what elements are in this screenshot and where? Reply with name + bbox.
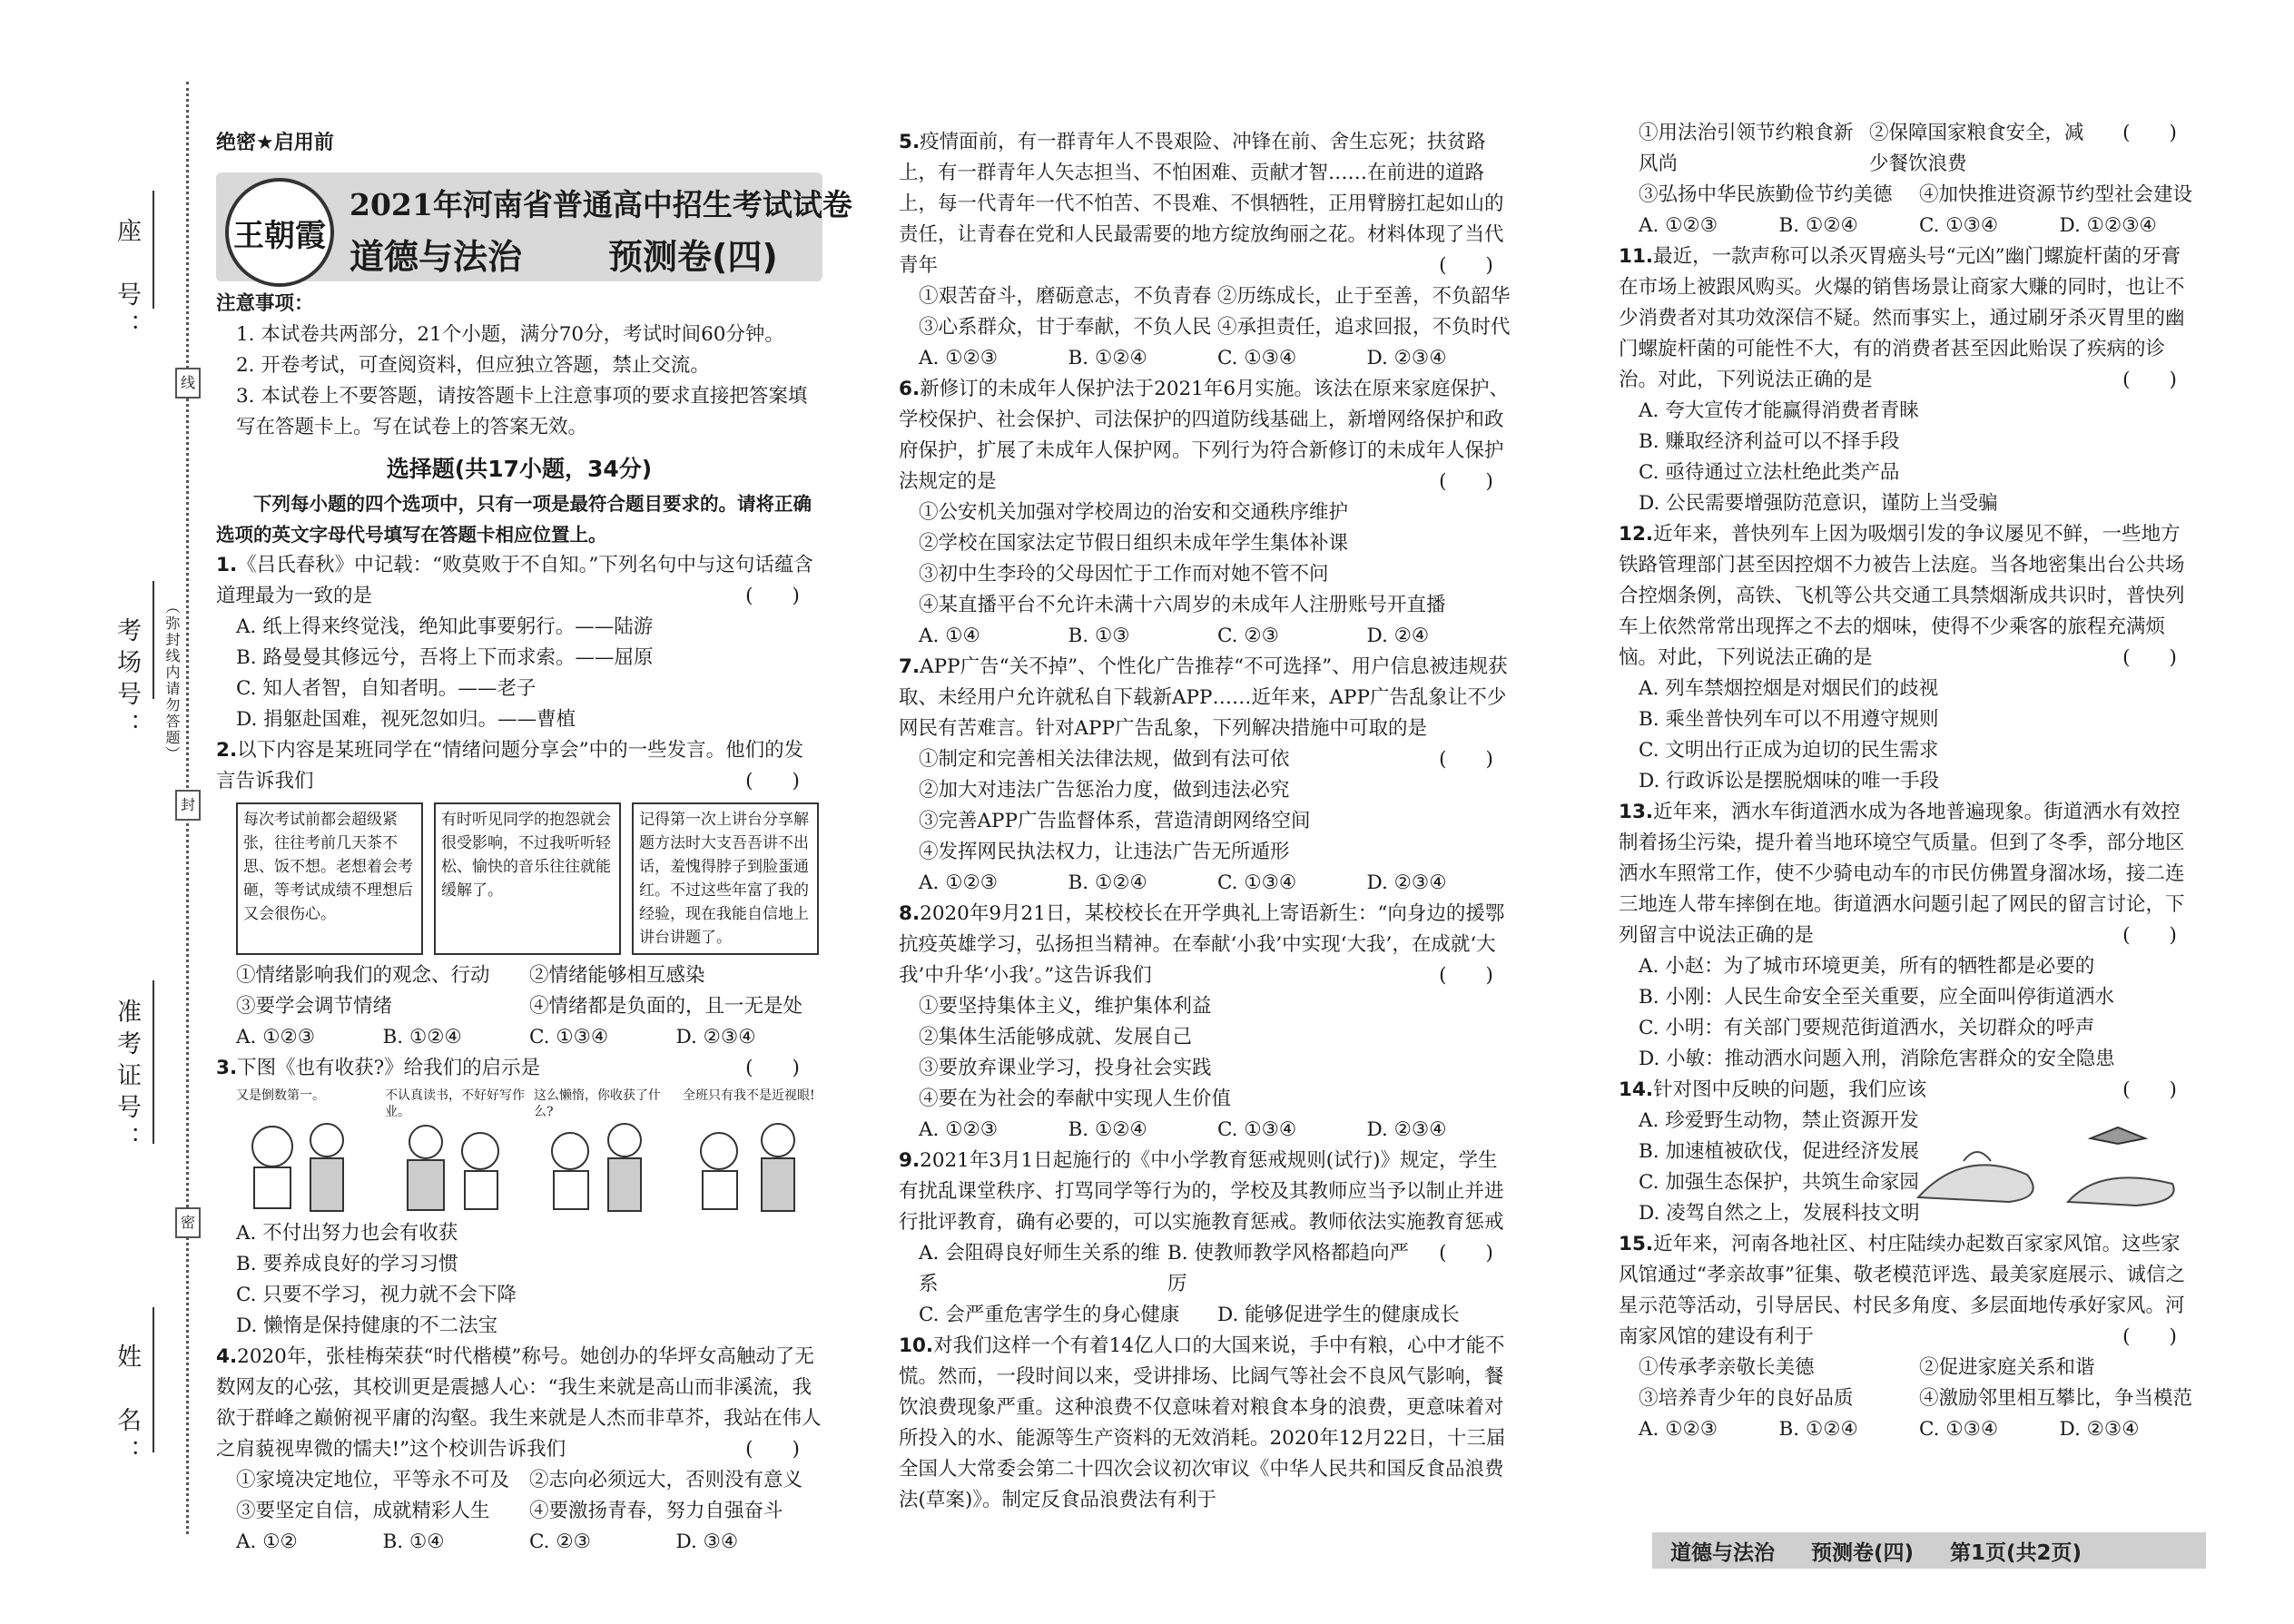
cartoon-figures-icon bbox=[236, 1115, 363, 1215]
option[interactable]: A. ①②③ bbox=[919, 347, 999, 369]
option[interactable]: B. ①②④ bbox=[1068, 1118, 1147, 1141]
quote-box: 有时听见同学的抱怨就会很受影响，不过我听听轻松、愉快的音乐往往就能缓解了。 bbox=[434, 802, 621, 955]
mark-line: 线 bbox=[175, 368, 201, 399]
option[interactable]: D. 凌驾自然之上，发展科技文明 bbox=[1639, 1202, 1920, 1225]
question-number: 8. bbox=[899, 902, 921, 925]
speech-bubble: 全班只有我不是近视眼! bbox=[683, 1088, 815, 1103]
statement-row bbox=[216, 960, 822, 991]
quote-box: 每次考试前都会超级紧张，往往考前几天茶不思、饭不想。老想着会考砸，等考试成绩不理想后又会很伤心。 bbox=[236, 802, 423, 955]
option[interactable]: B. ①②④ bbox=[1068, 871, 1147, 894]
question-stem: 疫情面前，有一群青年人不畏艰险、冲锋在前、舍生忘死；扶贫路上，有一群青年人矢志担当、不怕困难、贡献才智……在前进的道路上，每一代青年一代不怕苦、不畏难、不惧牺牲，正用臂膀扛起如山的责任，让青春在党和人民最需要的地方绽放绚丽之花。材料体现了当代青年 bbox=[899, 131, 1504, 277]
question-1 bbox=[216, 550, 822, 735]
room-field[interactable] bbox=[153, 581, 154, 699]
statement: ①要坚持集体主义，维护集体利益 bbox=[919, 995, 1212, 1018]
option[interactable]: A. ①②③ bbox=[1639, 214, 1718, 237]
choice-row bbox=[1619, 211, 2200, 241]
option[interactable]: D. 捐躯赴国难，视死忽如归。——曹植 bbox=[236, 708, 576, 731]
statement: ④要在为社会的奉献中实现人生价值 bbox=[919, 1088, 1232, 1110]
question-4 bbox=[216, 1342, 822, 1558]
option[interactable]: C. ②③ bbox=[1217, 625, 1279, 647]
option[interactable]: D. 小敏：推动洒水问题入刑，消除危害群众的安全隐患 bbox=[1639, 1048, 2115, 1070]
answer-blank[interactable]: ( ) bbox=[1439, 470, 1493, 493]
option[interactable]: C. 文明出行正成为迫切的民生需求 bbox=[1639, 739, 1939, 762]
question-stem: 近年来，河南各地社区、村庄陆续办起数百家家风馆。这些家风馆通过“孝亲故事”征集、敬老模范评选、最美家庭展示、诚信之星示范等活动，引导居民、村民多角度、多层面地传承好家风。河南家风馆的建设有利于 bbox=[1619, 1233, 2185, 1348]
option[interactable]: A. 夸大宣传才能赢得消费者青睐 bbox=[1639, 399, 1919, 422]
speech-bubble: 又是倒数第一。 bbox=[236, 1088, 325, 1103]
choice-row bbox=[899, 868, 1516, 899]
option[interactable]: A. 不付出努力也会有收获 bbox=[236, 1222, 458, 1245]
option[interactable]: D. ②③④ bbox=[2059, 1418, 2140, 1441]
question-13 bbox=[1619, 797, 2200, 1075]
option[interactable]: C. ①③④ bbox=[1919, 1418, 1999, 1441]
mark-seal: 封 bbox=[175, 790, 201, 821]
question-number: 11. bbox=[1619, 245, 1654, 268]
option[interactable]: A. ①② bbox=[236, 1530, 298, 1553]
statement-row bbox=[216, 1496, 822, 1527]
question-number: 9. bbox=[899, 1149, 921, 1172]
question-stem: 以下内容是某班同学在“情绪问题分享会”中的一些发言。他们的发言告诉我们 bbox=[216, 739, 804, 792]
answer-blank[interactable]: ( ) bbox=[2122, 924, 2177, 947]
statement: ④情绪都是负面的，且一无是处 bbox=[529, 995, 803, 1018]
statement-row bbox=[216, 1465, 822, 1496]
statement: ③完善APP广告监督体系，营造清朗网络空间 bbox=[919, 810, 1311, 832]
option[interactable]: D. 能够促进学生的健康成长 bbox=[1217, 1304, 1460, 1326]
column-2 bbox=[899, 127, 1516, 1516]
statement: ④承担责任，追求回报，不负时代 bbox=[1217, 316, 1511, 339]
question-number: 13. bbox=[1619, 801, 1654, 823]
option[interactable]: B. ①②④ bbox=[382, 1026, 462, 1048]
deforestation-illustration-icon bbox=[1909, 1111, 2191, 1211]
cartoon-panel bbox=[534, 1088, 674, 1215]
option[interactable]: A. 珍爱野生动物，禁止资源开发 bbox=[1639, 1109, 1919, 1132]
question-14 bbox=[1619, 1075, 2200, 1229]
answer-blank[interactable]: ( ) bbox=[745, 1438, 800, 1461]
option[interactable]: A. ①②③ bbox=[919, 871, 999, 894]
option[interactable]: C. 亟待通过立法杜绝此类产品 bbox=[1639, 461, 1900, 484]
option[interactable]: A. 纸上得来终觉浅，绝知此事要躬行。——陆游 bbox=[236, 615, 654, 638]
statement: ④发挥网民执法权力，让违法广告无所遁形 bbox=[919, 841, 1290, 863]
statement: ③要坚定自信，成就精彩人生 bbox=[236, 1500, 490, 1522]
question-number: 7. bbox=[899, 655, 921, 678]
statement: ②志向必须远大，否则没有意义 bbox=[529, 1469, 803, 1491]
question-15 bbox=[1619, 1229, 2200, 1445]
volume-title: 预测卷(四) bbox=[608, 237, 778, 277]
statement: ②集体生活能够成就、发展自己 bbox=[919, 1026, 1193, 1048]
answer-blank[interactable]: ( ) bbox=[2122, 1325, 2177, 1348]
cartoon-figures-icon bbox=[385, 1115, 512, 1215]
statement: ①用法治引领节约粮食新风尚 bbox=[1639, 122, 1854, 175]
cartoon-figures-icon bbox=[534, 1115, 661, 1215]
statement: ③弘扬中华民族勤俭节约美德 bbox=[1639, 183, 1893, 206]
question-stem: 近年来，洒水车街道洒水成为各地普遍现象。街道洒水有效控制着扬尘污染，提升着当地环境空气质量。但到了冬季，部分地区洒水车照常工作，使不少骑电动车的市民仿佛置身溜冰场，接二连三地连人带车摔倒在地。街道洒水问题引起了网民的留言讨论，下列留言中说法正确的是 bbox=[1619, 801, 2185, 947]
option[interactable]: A. 小赵：为了城市环境更美，所有的牺牲都是必要的 bbox=[1639, 955, 2095, 978]
option[interactable]: C. ①③④ bbox=[529, 1026, 609, 1048]
page-footer bbox=[1652, 1532, 2206, 1569]
question-number: 15. bbox=[1619, 1233, 1654, 1255]
quote-boxes bbox=[236, 802, 822, 955]
option[interactable]: D. 公民需要增强防范意识，谨防上当受骗 bbox=[1639, 492, 1998, 515]
option[interactable]: C. 只要不学习，视力就不会下降 bbox=[236, 1284, 517, 1306]
statement: ①传承孝亲敬长美德 bbox=[1639, 1356, 1815, 1379]
option[interactable]: B. 使教师教学风格都趋向严厉 bbox=[1167, 1242, 1409, 1295]
question-number: 5. bbox=[899, 131, 921, 153]
option[interactable]: D. ②④ bbox=[1366, 625, 1430, 647]
question-number: 4. bbox=[216, 1345, 238, 1368]
option[interactable]: B. ①④ bbox=[382, 1530, 445, 1553]
statement: ①公安机关加强对学校周边的治安和交通秩序维护 bbox=[919, 501, 1349, 524]
statement: ③要放弃课业学习，投身社会实践 bbox=[919, 1057, 1212, 1079]
statement: ③心系群众，甘于奉献，不负人民 bbox=[919, 316, 1212, 339]
footer-volume: 预测卷(四) bbox=[1811, 1540, 1915, 1565]
choice-row bbox=[899, 621, 1516, 652]
answer-blank[interactable]: ( ) bbox=[1439, 964, 1493, 987]
logo-text: 王朝霞 bbox=[233, 217, 326, 254]
statement-row bbox=[1619, 1383, 2200, 1414]
question-9 bbox=[899, 1146, 1516, 1331]
option[interactable]: A. ①②③ bbox=[919, 1118, 999, 1141]
choice-row bbox=[899, 1115, 1516, 1146]
option[interactable]: C. 小明：有关部门要规范街道洒水，关切群众的呼声 bbox=[1639, 1017, 2095, 1039]
option[interactable]: D. ③④ bbox=[675, 1530, 739, 1553]
footer-subject: 道德与法治 bbox=[1670, 1540, 1775, 1565]
question-number: 1. bbox=[216, 554, 238, 576]
question-12 bbox=[1619, 519, 2200, 797]
statement: ②保障国家粮食安全，减少餐饮浪费 bbox=[1869, 122, 2084, 175]
question-number: 6. bbox=[899, 378, 921, 400]
statement: ③要学会调节情绪 bbox=[236, 995, 393, 1018]
seal-note: （弥封线内请勿答题） bbox=[163, 599, 181, 763]
name-label: 姓 名： bbox=[113, 1343, 141, 1471]
section-instruction: 下列每小题的四个选项中，只有一项是最符合题目要求的。请将正确选项的英文字母代号填写在答题卡相应位置上。 bbox=[216, 493, 812, 546]
question-10-continued bbox=[1619, 118, 2200, 241]
question-7 bbox=[899, 652, 1516, 899]
cartoon-panel bbox=[236, 1088, 376, 1215]
speech-bubble: 不认真读书，不好好写作业。 bbox=[385, 1088, 525, 1119]
question-stem: 《吕氏春秋》中记载：“败莫败于不自知。”下列名句中与这句话蕴含道理最为一致的是 bbox=[216, 554, 813, 607]
cartoon-strip bbox=[236, 1088, 822, 1215]
answer-blank[interactable]: ( ) bbox=[2122, 1078, 2177, 1101]
notice-item: 1. 本试卷共两部分，21个小题，满分70分，考试时间60分钟。 bbox=[236, 323, 784, 346]
option[interactable]: B. ①③ bbox=[1068, 625, 1130, 647]
question-number: 3. bbox=[216, 1057, 238, 1079]
column-1 bbox=[216, 289, 822, 1558]
answer-blank[interactable]: ( ) bbox=[2122, 369, 2177, 391]
question-number: 14. bbox=[1619, 1078, 1654, 1101]
question-stem: 2020年9月21日，某校校长在开学典礼上寄语新生：“向身边的援鄂抗疫英雄学习，弘扬担当精神。在奉献‘小我’中实现‘大我’，在成就‘大我’中升华‘小我’。”这告诉我们 bbox=[899, 902, 1505, 987]
option[interactable]: A. ①②③ bbox=[1639, 1418, 1718, 1441]
notice-item: 2. 开卷考试，可查阅资料，但应独立答题，禁止交流。 bbox=[236, 354, 710, 377]
choice-row bbox=[899, 343, 1516, 374]
statement-row bbox=[1619, 1353, 2200, 1383]
statement: ②情绪能够相互感染 bbox=[529, 964, 705, 987]
statement: ④激励邻里相互攀比，争当模范 bbox=[1919, 1387, 2193, 1410]
question-8 bbox=[899, 899, 1516, 1146]
statement: ①艰苦奋斗，磨砺意志，不负青春 bbox=[919, 285, 1212, 308]
question-stem: 下图《也有收获?》给我们的启示是 bbox=[237, 1057, 541, 1079]
question-stem: 对我们这样一个有着14亿人口的大国来说，手中有粮，心中才能不慌。然而，一段时间以来，受讲排场、比阔气等社会不良风气影响，餐饮浪费现象严重。这种浪费不仅意味着对粮食本身的浪费，更意味着对所投入的水、能源等生产资料的无效消耗。2020年12月22日，十三届全国人大常委会第二十四次会议初次审议《中华人民共和国反食品浪费法(草案)》。制定反食品浪费法有利于 bbox=[899, 1334, 1506, 1511]
choice-row bbox=[216, 1527, 822, 1558]
question-6 bbox=[899, 374, 1516, 652]
secret-label: 绝密★启用前 bbox=[216, 132, 334, 154]
question-stem: APP广告“关不掉”、个性化广告推荐“不可选择”、用户信息被违规获取、未经用户允许就私自下载新APP……近年来，APP广告乱象让不少网民有苦难言。针对APP广告乱象，下列解决措施中可取的是 bbox=[899, 655, 1508, 740]
question-stem: 2021年3月1日起施行的《中小学教育惩戒规则(试行)》规定，学生有扰乱课堂秩序、打骂同学等行为的，学校及其教师应当予以制止并进行批评教育，确有必要的，可以实施教育惩戒。教师依法实施教育惩戒 bbox=[899, 1149, 1504, 1234]
question-number: 10. bbox=[899, 1334, 934, 1357]
option[interactable]: B. ①②④ bbox=[1778, 214, 1858, 237]
question-11 bbox=[1619, 241, 2200, 519]
question-5 bbox=[899, 127, 1516, 374]
option[interactable]: D. ②③④ bbox=[1366, 871, 1447, 894]
option[interactable]: C. 知人者智，自知者明。——老子 bbox=[236, 677, 537, 700]
option[interactable]: D. 行政诉讼是摆脱烟味的唯一手段 bbox=[1639, 770, 1940, 792]
option[interactable]: A. 会阻碍良好师生关系的维系 bbox=[919, 1242, 1160, 1295]
name-field[interactable] bbox=[153, 1307, 154, 1452]
cartoon-figures-icon bbox=[683, 1115, 810, 1215]
option[interactable]: C. ①③④ bbox=[1217, 871, 1297, 894]
statement: ②促进家庭关系和谐 bbox=[1919, 1356, 2095, 1379]
statement: ②加大对违法广告惩治力度，做到违法必究 bbox=[919, 779, 1290, 802]
publisher-logo bbox=[225, 178, 334, 287]
statement: ①家境决定地位，平等永不可及 bbox=[236, 1469, 510, 1491]
option[interactable]: C. 会严重危害学生的身心健康 bbox=[919, 1304, 1180, 1326]
question-stem: 针对图中反映的问题，我们应该 bbox=[1653, 1078, 1927, 1101]
option[interactable]: B. 加速植被砍伐，促进经济发展 bbox=[1639, 1140, 1919, 1163]
statement: ④加快推进资源节约型社会建设 bbox=[1919, 183, 2193, 206]
ticket-field[interactable] bbox=[153, 980, 154, 1144]
answer-blank[interactable]: ( ) bbox=[745, 585, 800, 607]
choice-row bbox=[216, 1022, 822, 1053]
statement: ③培养青少年的良好品质 bbox=[1639, 1387, 1854, 1410]
option[interactable]: A. 列车禁烟控烟是对烟民们的歧视 bbox=[1639, 677, 1939, 700]
notice-heading: 注意事项： bbox=[216, 292, 314, 315]
notice-item: 3. 本试卷上不要答题，请按答题卡上注意事项的要求直接把答案填写在答题卡上。写在试卷上的答案无效。 bbox=[236, 385, 808, 438]
option[interactable]: B. ①②④ bbox=[1778, 1418, 1858, 1441]
choice-row bbox=[899, 1300, 1516, 1331]
ticket-label: 准考证号： bbox=[113, 999, 141, 1157]
option[interactable]: B. ①②④ bbox=[1068, 347, 1147, 369]
statement-row bbox=[216, 991, 822, 1022]
answer-blank[interactable]: ( ) bbox=[745, 1057, 800, 1079]
statement-row bbox=[899, 312, 1516, 343]
speech-bubble: 这么懒惰，你收获了什么? bbox=[534, 1088, 661, 1119]
question-stem: 最近，一款声称可以杀灭胃癌头号“元凶”幽门螺旋杆菌的牙膏在市场上被跟风购买。火爆的销售场景让商家大赚的同时，也让不少消费者对其功效深信不疑。然而事实上，通过刷牙杀灭胃里的幽门螺旋杆菌的可能性不大，有的消费者甚至因此贻误了疾病的诊治。对此，下列说法正确的是 bbox=[1619, 245, 2185, 391]
option[interactable]: D. ②③④ bbox=[1366, 347, 1447, 369]
question-number: 2. bbox=[216, 739, 238, 762]
statement: ②历练成长，止于至善，不负韶华 bbox=[1217, 285, 1511, 308]
choice-row bbox=[899, 1238, 1416, 1300]
question-stem: 2020年，张桂梅荣获“时代楷模”称号。她创办的华坪女高触动了无数网友的心弦，其校训更是震撼人心：“我生来就是高山而非溪流，我欲于群峰之巅俯视平庸的沟壑。我生来就是人杰而非草芥，我站在伟人之肩藐视卑微的懦夫!”这个校训告诉我们 bbox=[216, 1345, 822, 1461]
statement: ①制定和完善相关法律法规，做到有法可依 bbox=[919, 748, 1290, 771]
section-title: 选择题(共17小题，34分) bbox=[386, 456, 653, 482]
question-10 bbox=[899, 1331, 1516, 1516]
quote-box: 记得第一次上讲台分享解题方法时大支吾吾讲不出话，羞愧得脖子到脸蛋通红。不过这些年富了我的经验，现在我能自信地上讲台讲题了。 bbox=[632, 802, 819, 955]
question-number: 12. bbox=[1619, 523, 1654, 546]
statement: ③初中生李玲的父母因忙于工作而对她不管不问 bbox=[919, 563, 1329, 586]
option[interactable]: B. 小刚：人民生命安全至关重要，应全面叫停街道洒水 bbox=[1639, 986, 2114, 1009]
option[interactable]: B. 路曼曼其修远兮，吾将上下而求索。——屈原 bbox=[236, 646, 654, 669]
option[interactable]: D. 懒惰是保持健康的不二法宝 bbox=[236, 1314, 498, 1337]
option[interactable]: B. 赚取经济利益可以不择手段 bbox=[1639, 430, 1900, 453]
answer-blank[interactable]: ( ) bbox=[1439, 254, 1493, 277]
option[interactable]: A. ①④ bbox=[919, 625, 980, 647]
question-stem: 近年来，普快列车上因为吸烟引发的争议屡见不鲜，一些地方铁路管理部门甚至因控烟不力被告上法庭。当各地密集出台公共场合控烟条例，高铁、飞机等公共交通工具禁烟渐成共识时，普快列车上依然常常出现挥之不去的烟味，使得不少乘客的旅程充满烦恼。对此，下列说法正确的是 bbox=[1619, 523, 2185, 669]
option[interactable]: A. ①②③ bbox=[236, 1026, 316, 1048]
statement-row bbox=[1619, 180, 2200, 211]
cartoon-panel bbox=[385, 1088, 525, 1215]
option[interactable]: C. 加强生态保护，共筑生命家园 bbox=[1639, 1171, 1919, 1194]
statement: ②学校在国家法定节假日组织未成年学生集体补课 bbox=[919, 532, 1349, 555]
statement: ④要激扬青春，努力自强奋斗 bbox=[529, 1500, 783, 1522]
column-3 bbox=[1619, 118, 2200, 1445]
question-stem: 新修订的未成年人保护法于2021年6月实施。该法在原来家庭保护、学校保护、社会保护、司法保护的四道防线基础上，新增网络保护和政府保护，扩展了未成年人保护网。下列行为符合新修订的未成年人保护法规定的是 bbox=[899, 378, 1510, 493]
option[interactable]: D. ②③④ bbox=[675, 1026, 756, 1048]
answer-blank[interactable]: ( ) bbox=[2122, 646, 2177, 669]
subject-title: 道德与法治 bbox=[350, 237, 523, 277]
cartoon-panel bbox=[683, 1088, 822, 1215]
option[interactable]: D. ①②③④ bbox=[2059, 214, 2157, 237]
option[interactable]: B. 乘坐普快列车可以不用遵守规则 bbox=[1639, 708, 1939, 731]
answer-blank[interactable]: ( ) bbox=[745, 770, 800, 792]
seat-label: 座 号： bbox=[113, 218, 141, 345]
answer-blank[interactable]: ( ) bbox=[1439, 748, 1493, 771]
question-2 bbox=[216, 735, 822, 1053]
statement: ①情绪影响我们的观念、行动 bbox=[236, 964, 490, 987]
statement-row bbox=[899, 281, 1516, 312]
exam-title: 2021年河南省普通高中招生考试试卷 bbox=[350, 187, 852, 222]
room-label: 考场号： bbox=[113, 617, 141, 744]
option[interactable]: D. ②③④ bbox=[1366, 1118, 1447, 1141]
answer-blank[interactable]: ( ) bbox=[2122, 122, 2177, 144]
footer-page: 第1页(共2页) bbox=[1950, 1540, 2082, 1565]
option[interactable]: C. ②③ bbox=[529, 1530, 591, 1553]
choice-row bbox=[1619, 1414, 2200, 1445]
option[interactable]: C. ①③④ bbox=[1217, 1118, 1297, 1141]
binding-strip bbox=[0, 0, 209, 1624]
option[interactable]: B. 要养成良好的学习习惯 bbox=[236, 1253, 458, 1275]
answer-blank[interactable]: ( ) bbox=[1439, 1242, 1493, 1265]
statement-row bbox=[1619, 118, 2100, 180]
option[interactable]: C. ①③④ bbox=[1919, 214, 1999, 237]
option[interactable]: C. ①③④ bbox=[1217, 347, 1297, 369]
mark-secret: 密 bbox=[175, 1207, 201, 1238]
question-3 bbox=[216, 1053, 822, 1342]
seat-field[interactable] bbox=[153, 191, 154, 309]
statement: ④某直播平台不允许未满十六周岁的未成年人注册账号开直播 bbox=[919, 594, 1446, 616]
